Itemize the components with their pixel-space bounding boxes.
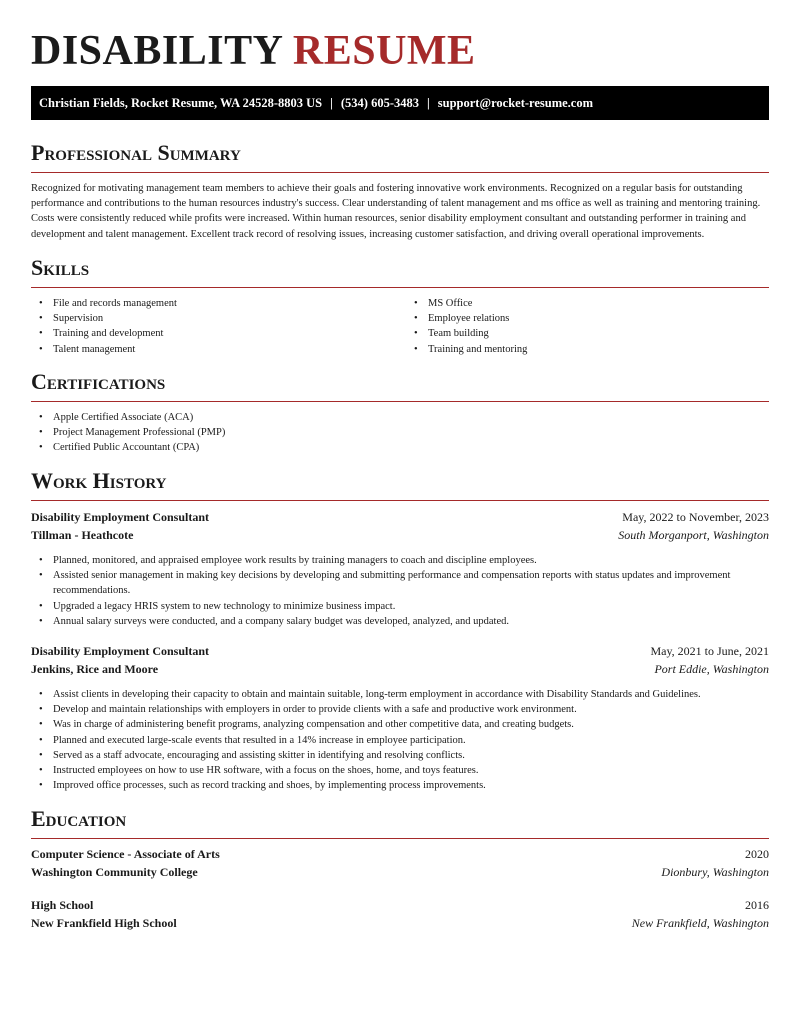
certification-item: • Certified Public Accountant (CPA) [31, 440, 769, 455]
education-year: 2020 [745, 847, 769, 861]
education-heading: Education [31, 806, 127, 831]
skill-item: • MS Office [406, 296, 769, 311]
section-divider [31, 172, 769, 173]
job-location: South Morganport, Washington [618, 528, 769, 542]
skills-heading: Skills [31, 255, 90, 280]
skills-column-right [406, 296, 769, 357]
job-bullet: • Improved office processes, such as record tracking and shoes, by implementing process improvements. [31, 778, 769, 793]
skill-item: • Talent management [31, 342, 394, 357]
job-bullet: • Served as a staff advocate, encouraging and assisting skitter in identifying and resolving conflicts. [31, 748, 769, 763]
job-bullet: • Instructed employees on how to use HR software, with a focus on the shoes, home, and toys features. [31, 763, 769, 778]
job-bullets [31, 687, 769, 793]
education-school-row [31, 916, 769, 934]
job-bullet: • Develop and maintain relationships with employers in order to provide clients with a safe and productive work environment. [31, 702, 769, 717]
resume-title [31, 26, 769, 76]
job-bullets [31, 553, 769, 629]
summary-text: Recognized for motivating management team members to achieve their goals and fostering innovative work environments. Recognized on a regular basis for outstanding performance and contributions to the human resources industry's success. Clear understanding of talent management and ms office as well as training and mentoring training. Costs were consistently reduced while profits were increased. Within human resources, senior disability employment consultant and outstanding performer in training and development and talent management. Excellent track record of resolving issues, increasing customer satisfaction, and driving overall operational improvements. [31, 183, 761, 240]
education-degree: Computer Science - Associate of Arts [31, 847, 220, 861]
section-divider [31, 401, 769, 402]
education-school: Washington Community College [31, 865, 198, 879]
skills-list [31, 296, 769, 357]
job-bullet: • Upgraded a legacy HRIS system to new technology to minimize business impact. [31, 599, 769, 614]
education-location: Dionbury, Washington [661, 865, 769, 879]
job-company: Tillman - Heathcote [31, 528, 134, 542]
section-divider [31, 287, 769, 288]
title-part-1: DISABILITY [31, 28, 282, 74]
certifications-list [31, 410, 769, 456]
job-bullet: • Assist clients in developing their capacity to obtain and maintain suitable, long-term employment in accordance with Disability Standards and Guidelines. [31, 687, 769, 702]
certification-item: • Project Management Professional (PMP) [31, 425, 769, 440]
skill-item: • File and records management [31, 296, 394, 311]
job-header-row [31, 644, 769, 662]
contact-separator: | [427, 95, 430, 110]
skills-column-left [31, 296, 394, 357]
education-school-row [31, 865, 769, 883]
job-bullet: • Was in charge of administering benefit programs, analyzing compensation and other competitive data, and creating budgets. [31, 717, 769, 732]
contact-email[interactable]: support@rocket-resume.com [437, 95, 594, 110]
section-divider [31, 500, 769, 501]
skill-item: • Training and mentoring [406, 342, 769, 357]
contact-bar [31, 86, 769, 120]
title-part-2: RESUME [292, 28, 476, 74]
job-company: Jenkins, Rice and Moore [31, 662, 159, 676]
contact-name-address: Christian Fields, Rocket Resume, WA 24528-8803 US [39, 95, 323, 110]
job-title: Disability Employment Consultant [31, 510, 210, 524]
job-company-row [31, 662, 769, 680]
education-year: 2016 [745, 898, 769, 912]
job-dates: May, 2022 to November, 2023 [622, 510, 769, 524]
education-school: New Frankfield High School [31, 916, 177, 930]
job-title: Disability Employment Consultant [31, 644, 210, 658]
skill-item: • Supervision [31, 311, 394, 326]
contact-separator: | [330, 95, 333, 110]
job-company-row [31, 528, 769, 546]
section-divider [31, 838, 769, 839]
education-location: New Frankfield, Washington [631, 916, 769, 930]
contact-phone: (534) 605-3483 [340, 95, 419, 110]
skill-item: • Training and development [31, 326, 394, 341]
certification-item: • Apple Certified Associate (ACA) [31, 410, 769, 425]
job-dates: May, 2021 to June, 2021 [650, 644, 769, 658]
education-degree: High School [31, 898, 94, 912]
education-header-row [31, 847, 769, 865]
job-bullet: • Assisted senior management in making key decisions by developing and submitting performance and compensation reports with status updates and improvement recommendations. [31, 568, 769, 598]
job-header-row [31, 510, 769, 528]
job-bullet: • Planned and executed large-scale events that resulted in a 14% increase in employee participation. [31, 733, 769, 748]
work-history-heading: Work History [31, 468, 167, 493]
education-header-row [31, 898, 769, 916]
job-bullet: • Annual salary surveys were conducted, and a company salary budget was developed, analyzed, and updated. [31, 614, 769, 629]
job-bullet: • Planned, monitored, and appraised employee work results by training managers to coach and discipline employees. [31, 553, 769, 568]
summary-heading: Professional Summary [31, 140, 241, 165]
certifications-heading: Certifications [31, 369, 166, 394]
job-location: Port Eddie, Washington [654, 662, 769, 676]
skill-item: • Employee relations [406, 311, 769, 326]
skill-item: • Team building [406, 326, 769, 341]
